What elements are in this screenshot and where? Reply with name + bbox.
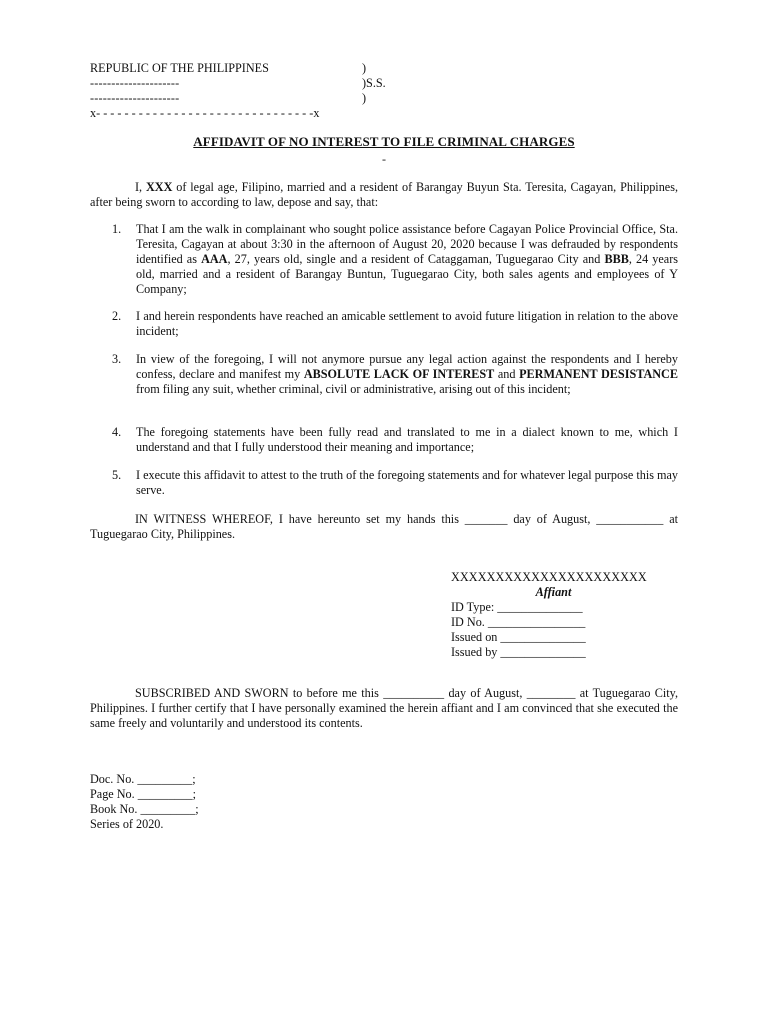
- id-type-field: ID Type: ______________: [451, 600, 583, 614]
- affiant-signature-name: XXXXXXXXXXXXXXXXXXXXXX: [451, 570, 647, 584]
- item-number: 5.: [112, 468, 122, 482]
- venue-blank-1: ---------------------: [90, 76, 180, 90]
- affiant-name: XXX: [145, 180, 173, 194]
- document-title: AFFIDAVIT OF NO INTEREST TO FILE CRIMINAL CHARGES: [193, 134, 575, 149]
- jurat-text: SUBSCRIBED AND SWORN to before me this __________ day of August, ________ at Tuguegarao City, Philippines. I further certify that I have personally examined the herein affiant and I am convinced that she executed the same freely and voluntarily and understood its contents.: [90, 686, 678, 730]
- caption-paren-1: ): [362, 61, 367, 75]
- venue-caption: [90, 61, 386, 121]
- item-text: [136, 222, 678, 297]
- venue-blank-2: ---------------------: [90, 91, 180, 105]
- absolute-lack-of-interest: ABSOLUTE LACK OF INTEREST: [303, 367, 495, 381]
- intro-paragraph: [90, 180, 678, 210]
- republic-label: REPUBLIC OF THE PHILIPPINES: [90, 61, 269, 75]
- caption-paren-3: ): [362, 91, 367, 105]
- book-number-field: Book No. _________;: [90, 802, 199, 816]
- item-number: 4.: [112, 425, 122, 439]
- item-text: I execute this affidavit to attest to the truth of the foregoing statements and for whatever legal purpose this may serve.: [136, 468, 678, 497]
- caption-closing-line: x- - - - - - - - - - - - - - - - - - - - - - - - - - - - - - -x: [90, 106, 320, 120]
- item-1-text-d: , 24 years old, married and a resident of Barangay Buntun, Tuguegarao City, both sales agents and employees of Y Company;: [136, 252, 679, 296]
- jurat-paragraph: [90, 686, 678, 731]
- issued-on-field: Issued on ______________: [451, 630, 586, 644]
- item-number: 3.: [112, 352, 122, 366]
- respondent-1: AAA: [201, 252, 228, 266]
- item-number: 1.: [112, 222, 122, 236]
- item-text: [136, 352, 678, 397]
- notarial-register: [90, 772, 199, 832]
- item-number: 2.: [112, 309, 122, 323]
- witness-text: IN WITNESS WHEREOF, I have hereunto set my hands this _______ day of August, ___________ at Tuguegarao City, Philippines.: [90, 512, 678, 541]
- item-text: I and herein respondents have reached an amicable settlement to avoid future litigation in relation to the above incident;: [136, 309, 678, 338]
- intro-text-2: of legal age, Filipino, married and a resident of Barangay Buyun Sta. Teresita, Cagayan, Philippines, after being sworn to according to law, depose and say, that:: [90, 180, 678, 209]
- title-dash: -: [382, 152, 386, 166]
- item-1-text-c: , 27, years old, single and a resident of Cataggaman, Tuguegarao City and: [227, 252, 605, 266]
- respondent-2: BBB: [604, 252, 629, 266]
- series-field: Series of 2020.: [90, 817, 164, 831]
- item-3-text-c: and: [494, 367, 520, 381]
- issued-by-field: Issued by ______________: [451, 645, 586, 659]
- affiant-label: Affiant: [535, 585, 572, 599]
- id-number-field: ID No. ________________: [451, 615, 586, 629]
- page-number-field: Page No. _________;: [90, 787, 196, 801]
- item-text: The foregoing statements have been fully read and translated to me in a dialect known to me, which I understand and that I fully understood their meaning and importance;: [136, 425, 678, 454]
- doc-number-field: Doc. No. _________;: [90, 772, 196, 786]
- permanent-desistance: PERMANENT DESISTANCE: [519, 367, 678, 381]
- item-3-text-a: In view of the foregoing, I will not anymore pursue any legal action against the respondents and I hereby confess, declare and manifest my: [136, 352, 678, 381]
- item-3-text-d: from filing any suit, whether criminal, civil or administrative, arising out of this incident;: [136, 382, 571, 396]
- witness-paragraph: [90, 512, 678, 542]
- affiant-signature-block: [451, 570, 656, 660]
- item-1-text-a: That I am the walk in complainant who sought police assistance before Cagayan Police Provincial Office, Sta. Teresita, Cagayan at about 3:30 in the afternoon of August 20, 2020 because I was defrauded by respondents identified as: [136, 222, 678, 266]
- caption-ss: )S.S.: [362, 76, 386, 90]
- intro-text-1: I,: [135, 180, 146, 194]
